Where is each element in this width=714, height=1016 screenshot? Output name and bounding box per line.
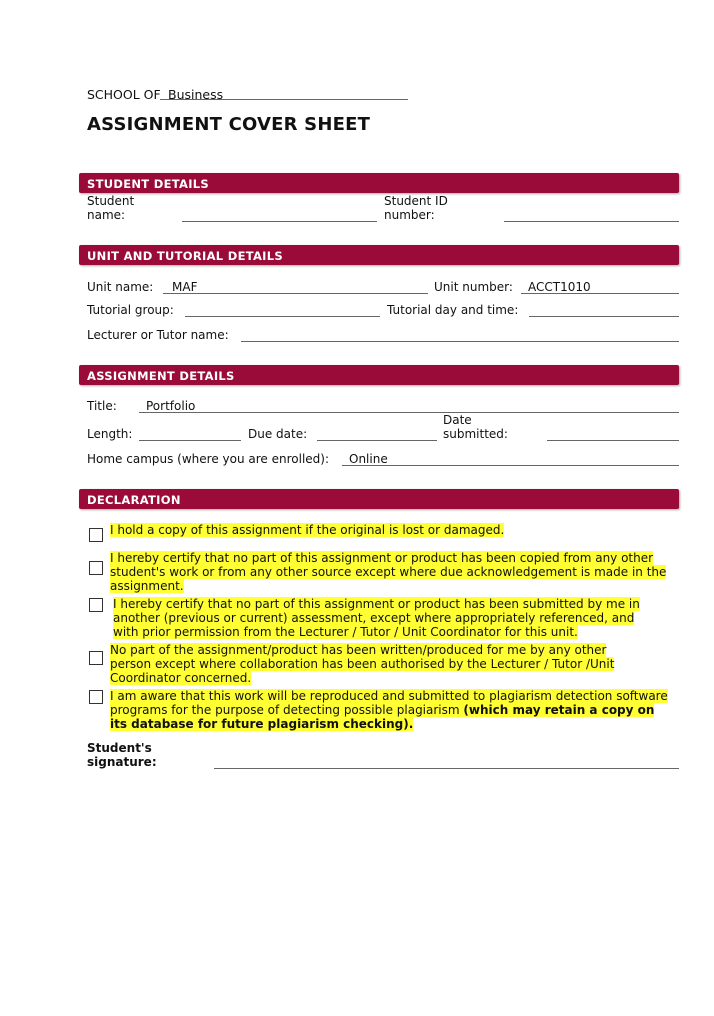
lecturer-field[interactable] xyxy=(241,341,679,342)
campus-field[interactable] xyxy=(342,465,679,466)
student-details-heading: STUDENT DETAILS xyxy=(87,177,209,191)
student-id-label-2: number: xyxy=(384,208,435,222)
student-name-label-2: name: xyxy=(87,208,126,222)
date-submitted-label-1: Date xyxy=(443,413,472,427)
unit-details-band xyxy=(79,245,679,265)
student-name-field[interactable] xyxy=(182,221,377,222)
due-date-field[interactable] xyxy=(317,440,437,441)
declaration-text-2: I hereby certify that no part of this assignment or product has been copied from any other student's work or from any other source except where due acknowledgement is made in the assignment. xyxy=(110,551,667,593)
title-value: Portfolio xyxy=(146,399,196,413)
lecturer-label: Lecturer or Tutor name: xyxy=(87,328,229,342)
tutorial-group-label: Tutorial group: xyxy=(87,303,174,317)
unit-name-label: Unit name: xyxy=(87,280,154,294)
declaration-text-1: I hold a copy of this assignment if the original is lost or damaged. xyxy=(110,523,505,537)
tutorial-day-field[interactable] xyxy=(529,316,679,317)
assignment-details-band xyxy=(79,365,679,385)
title-field[interactable] xyxy=(139,412,679,413)
signature-label-1: Student's xyxy=(87,741,152,755)
title-label: Title: xyxy=(87,399,117,413)
signature-label-2: signature: xyxy=(87,755,157,769)
declaration-text-4: No part of the assignment/product has been written/produced for me by any other person except where collaboration has been authorised by the Lecturer / Tutor /Unit Coordinator concerned. xyxy=(110,643,615,685)
tutorial-day-label: Tutorial day and time: xyxy=(387,303,519,317)
school-label: SCHOOL OF xyxy=(87,87,161,102)
unit-name-value: MAF xyxy=(172,280,198,294)
campus-label: Home campus (where you are enrolled): xyxy=(87,452,330,466)
unit-number-label: Unit number: xyxy=(434,280,513,294)
unit-name-field[interactable] xyxy=(163,293,428,294)
declaration-text-3: I hereby certify that no part of this assignment or product has been submitted by me in another (previous or current) assessment, except where appropriately referenced, and with prior permission from the Lecturer / Tutor / Unit Coordinator for this unit. xyxy=(113,597,640,639)
date-submitted-field[interactable] xyxy=(547,440,679,441)
school-value: Business xyxy=(168,87,224,102)
due-date-label: Due date: xyxy=(248,427,308,441)
declaration-band xyxy=(79,489,679,509)
student-details-band xyxy=(79,173,679,193)
unit-number-value: ACCT1010 xyxy=(528,280,591,294)
date-submitted-label-2: submitted: xyxy=(443,427,508,441)
unit-details-heading: UNIT AND TUTORIAL DETAILS xyxy=(87,249,283,263)
declaration-checkbox-3[interactable] xyxy=(89,598,103,612)
declaration-heading: DECLARATION xyxy=(87,493,181,507)
student-name-label-1: Student xyxy=(87,194,135,208)
declaration-checkbox-4[interactable] xyxy=(89,651,103,665)
campus-value: Online xyxy=(349,452,388,466)
length-label: Length: xyxy=(87,427,133,441)
declaration-text-5: I am aware that this work will be reproduced and submitted to plagiarism detection software programs for the purpose of detecting possible plagiarism (which may retain a copy on its database for future plagiarism checking). xyxy=(110,689,668,731)
student-id-label-1: Student ID xyxy=(384,194,448,208)
assignment-details-heading: ASSIGNMENT DETAILS xyxy=(87,369,235,383)
signature-field[interactable] xyxy=(214,768,679,769)
declaration-checkbox-1[interactable] xyxy=(89,528,103,542)
declaration-checkbox-5[interactable] xyxy=(89,690,103,704)
tutorial-group-field[interactable] xyxy=(185,316,380,317)
student-id-field[interactable] xyxy=(504,221,679,222)
page-title: ASSIGNMENT COVER SHEET xyxy=(87,114,371,135)
declaration-checkbox-2[interactable] xyxy=(89,561,103,575)
length-field[interactable] xyxy=(139,440,241,441)
